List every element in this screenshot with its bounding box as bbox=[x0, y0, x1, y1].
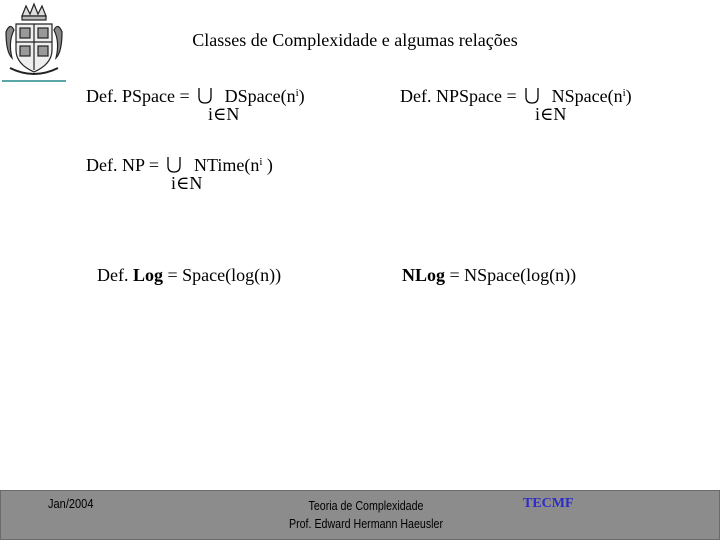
def-npspace-subscript: i∈N bbox=[535, 104, 567, 124]
def-npspace-close: ) bbox=[625, 86, 632, 106]
def-pspace bbox=[86, 86, 305, 107]
def-nlog-name: NLog bbox=[402, 265, 446, 285]
def-pspace-close: ) bbox=[298, 86, 305, 106]
crest-underline bbox=[2, 80, 66, 82]
def-pspace-body: DSpace(n bbox=[220, 86, 296, 106]
def-log bbox=[97, 265, 281, 286]
def-nlog bbox=[402, 265, 576, 286]
def-np-close: ) bbox=[262, 155, 273, 175]
union-icon bbox=[525, 88, 539, 104]
union-icon bbox=[167, 157, 181, 173]
footer-professor: Prof. Edward Hermann Haeusler bbox=[288, 516, 444, 531]
def-np-body: NTime(n bbox=[189, 155, 260, 175]
footer-center bbox=[0, 497, 720, 533]
def-pspace-prefix: Def. PSpace = bbox=[86, 86, 195, 106]
def-npspace-exponent: i bbox=[622, 87, 626, 99]
def-np-subscript: i∈N bbox=[171, 173, 203, 193]
def-nlog-body: = NSpace(log(n)) bbox=[445, 265, 577, 285]
footer-date: Jan/2004 bbox=[48, 496, 94, 511]
slide-title: Classes de Complexidade e algumas relações bbox=[192, 30, 518, 50]
def-np-prefix: Def. NP = bbox=[86, 155, 164, 175]
union-icon bbox=[198, 88, 212, 104]
def-npspace-body: NSpace(n bbox=[547, 86, 623, 106]
def-log-body: = Space(log(n)) bbox=[163, 265, 282, 285]
def-npspace-prefix: Def. NPSpace = bbox=[400, 86, 522, 106]
def-np-exponent: i bbox=[259, 156, 263, 168]
footer-course: Teoria de Complexidade bbox=[308, 498, 424, 513]
def-log-name: Log bbox=[132, 265, 163, 285]
def-log-prefix: Def. bbox=[97, 265, 133, 285]
def-pspace-subscript: i∈N bbox=[208, 104, 240, 124]
def-pspace-exponent: i bbox=[295, 87, 299, 99]
def-npspace bbox=[400, 86, 632, 107]
footer-dept: TECMF bbox=[523, 496, 574, 511]
